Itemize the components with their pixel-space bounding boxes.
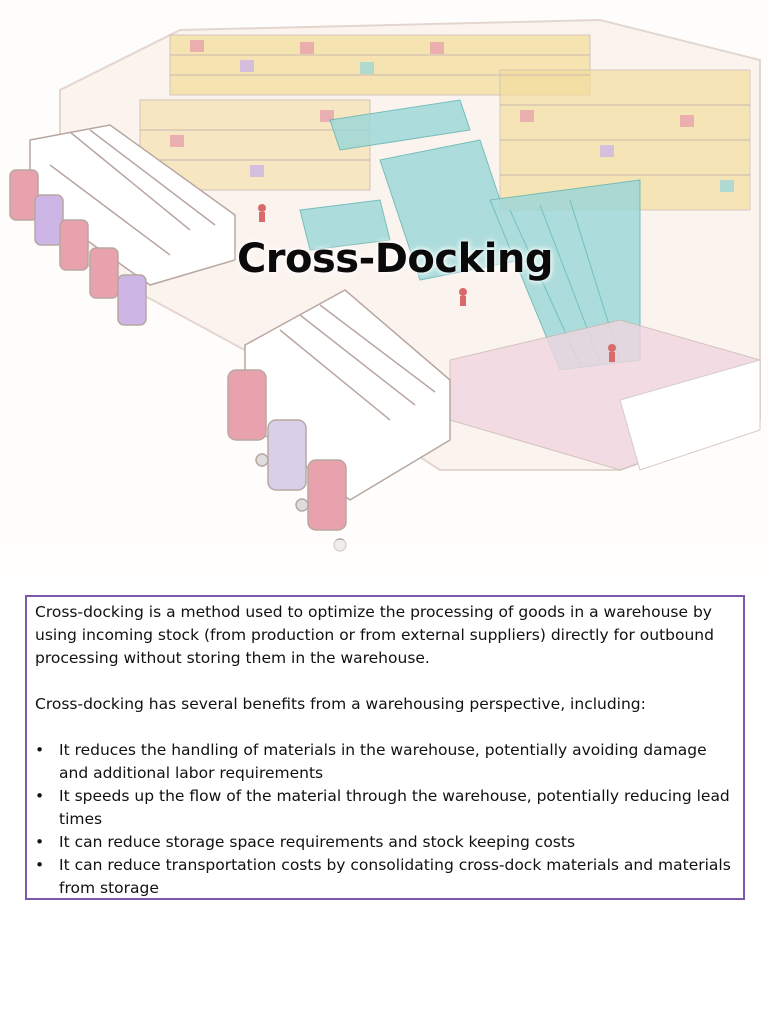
list-item-text: It can reduce storage space requirements and stock keeping costs <box>59 833 576 851</box>
content-box <box>25 595 745 900</box>
benefits-intro: Cross-docking has several benefits from a warehousing perspective, including: <box>35 695 646 713</box>
list-item <box>35 854 735 900</box>
list-item-text: It can reduce transportation costs by consolidating cross-dock materials and materials from storage <box>59 856 731 897</box>
bullet-icon: • <box>35 787 45 805</box>
spacer <box>35 716 735 739</box>
list-item <box>35 831 735 854</box>
list-item-text: It speeds up the flow of the material through the warehouse, potentially reducing lead times <box>59 787 730 828</box>
spacer <box>35 670 735 693</box>
list-item <box>35 739 735 785</box>
benefits-list <box>35 739 735 900</box>
list-item-text: It reduces the handling of materials in the warehouse, potentially avoiding damage and additional labor requirements <box>59 741 707 782</box>
intro-paragraph: Cross-docking is a method used to optimize the processing of goods in a warehouse by using incoming stock (from production or from external suppliers) directly for outbound processing without storing them in the warehouse. <box>35 603 714 667</box>
list-item <box>35 785 735 831</box>
bullet-icon: • <box>35 741 45 759</box>
bullet-icon: • <box>35 833 45 851</box>
bullet-icon: • <box>35 856 45 874</box>
slide-title: Cross-Docking <box>236 236 554 282</box>
